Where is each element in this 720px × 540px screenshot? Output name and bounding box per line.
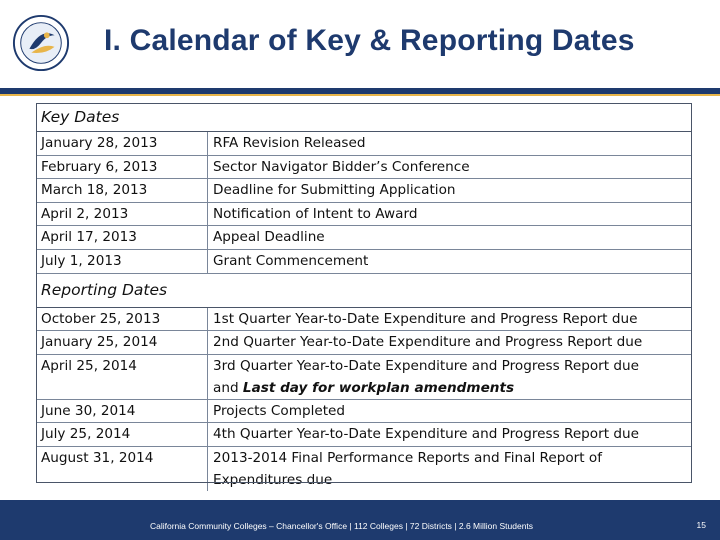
page-number: 15 <box>696 520 706 530</box>
key-dates-heading: Key Dates <box>36 103 691 132</box>
date-cell: October 25, 2013 <box>36 307 208 331</box>
date-cell: August 31, 2014 <box>36 446 208 491</box>
date-cell: January 28, 2013 <box>36 132 208 156</box>
event-cell: Appeal Deadline <box>208 226 692 250</box>
event-cell: Projects Completed <box>208 399 692 423</box>
section-header-row <box>36 103 691 132</box>
table-row <box>36 132 691 156</box>
event-cell: 4th Quarter Year-to-Date Expenditure and Progress Report due <box>208 423 692 447</box>
california-community-colleges-logo <box>12 14 70 72</box>
table-row <box>36 399 691 423</box>
event-cell: Deadline for Submitting Application <box>208 179 692 203</box>
section-header-row <box>36 273 691 307</box>
calendar-table <box>36 103 691 491</box>
event-text-continued: Expenditures due <box>213 471 333 488</box>
date-cell: April 17, 2013 <box>36 226 208 250</box>
date-cell: February 6, 2013 <box>36 155 208 179</box>
event-cell: Notification of Intent to Award <box>208 202 692 226</box>
event-text-continued: and <box>213 379 243 396</box>
footer-bar <box>0 500 720 540</box>
page-title: I. Calendar of Key & Reporting Dates <box>104 24 635 57</box>
event-emphasis: Last day for workplan amendments <box>242 379 515 396</box>
date-cell: March 18, 2013 <box>36 179 208 203</box>
table-row <box>36 307 691 331</box>
slide-header <box>0 0 720 88</box>
event-cell: 2nd Quarter Year-to-Date Expenditure and Progress Report due <box>208 331 692 355</box>
footer-text: California Community Colleges – Chancellor's Office | 112 Colleges | 72 Districts | 2.6 Million Students <box>150 521 534 531</box>
event-cell: RFA Revision Released <box>208 132 692 156</box>
date-cell: April 25, 2014 <box>36 354 208 399</box>
table-row <box>36 179 691 203</box>
table-row <box>36 226 691 250</box>
date-cell: July 25, 2014 <box>36 423 208 447</box>
table-row <box>36 331 691 355</box>
event-cell: 1st Quarter Year-to-Date Expenditure and Progress Report due <box>208 307 692 331</box>
table-row <box>36 202 691 226</box>
date-cell: June 30, 2014 <box>36 399 208 423</box>
table-row <box>36 354 691 399</box>
date-cell: July 1, 2013 <box>36 249 208 273</box>
table-row <box>36 423 691 447</box>
event-text: 2013-2014 Final Performance Reports and Final Report of <box>213 449 603 466</box>
date-cell: April 2, 2013 <box>36 202 208 226</box>
table-row <box>36 155 691 179</box>
event-text: 3rd Quarter Year-to-Date Expenditure and Progress Report due <box>213 357 640 374</box>
date-cell: January 25, 2014 <box>36 331 208 355</box>
event-cell: Sector Navigator Bidder’s Conference <box>208 155 692 179</box>
header-accent-divider <box>0 94 720 96</box>
reporting-dates-heading: Reporting Dates <box>36 273 691 307</box>
event-cell <box>208 354 692 399</box>
table-row <box>36 249 691 273</box>
table-row <box>36 446 691 491</box>
event-cell: Grant Commencement <box>208 249 692 273</box>
event-cell <box>208 446 692 491</box>
